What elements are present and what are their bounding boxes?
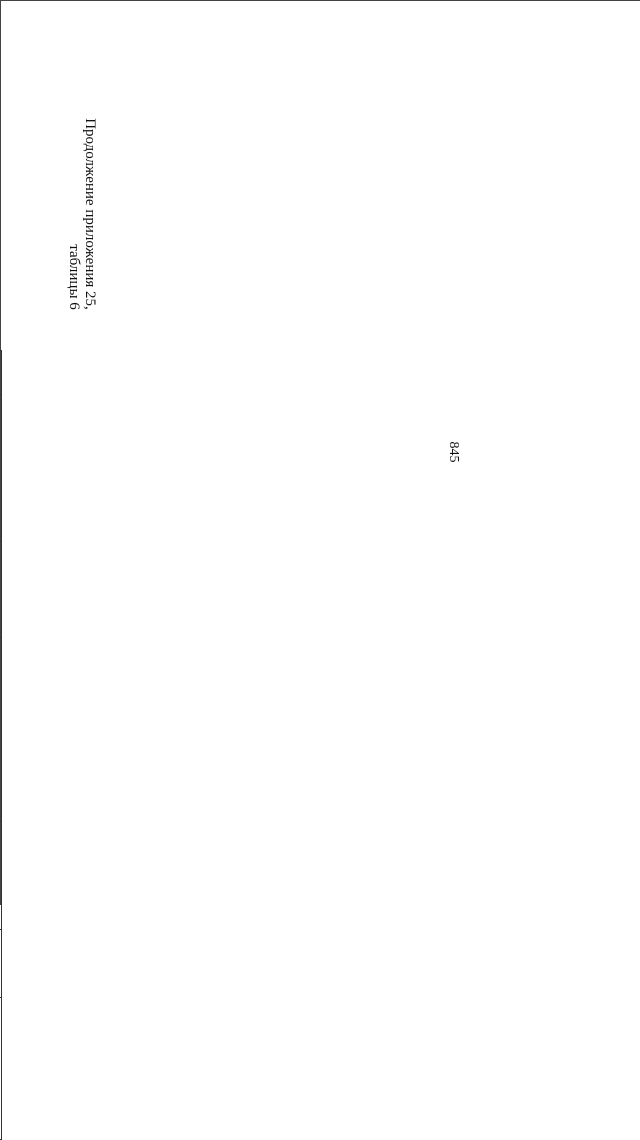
property-table [0, 350, 2, 1140]
header-col-6 [0, 930, 2, 997]
table-caption [66, 118, 98, 310]
header-col-7 [0, 997, 2, 1139]
caption-line-1: Продолжение приложения 25, [82, 118, 98, 310]
header-col-5 [0, 821, 2, 930]
header-col-1 [0, 351, 2, 395]
header-col-2 [0, 394, 2, 541]
header-col-4 [0, 638, 2, 822]
scan-edge-top [0, 0, 640, 1]
header-col-3 [0, 542, 2, 638]
page-number: 845 [446, 441, 461, 463]
caption-line-2: таблицы 6 [66, 244, 82, 310]
table-header-row [0, 351, 2, 1140]
